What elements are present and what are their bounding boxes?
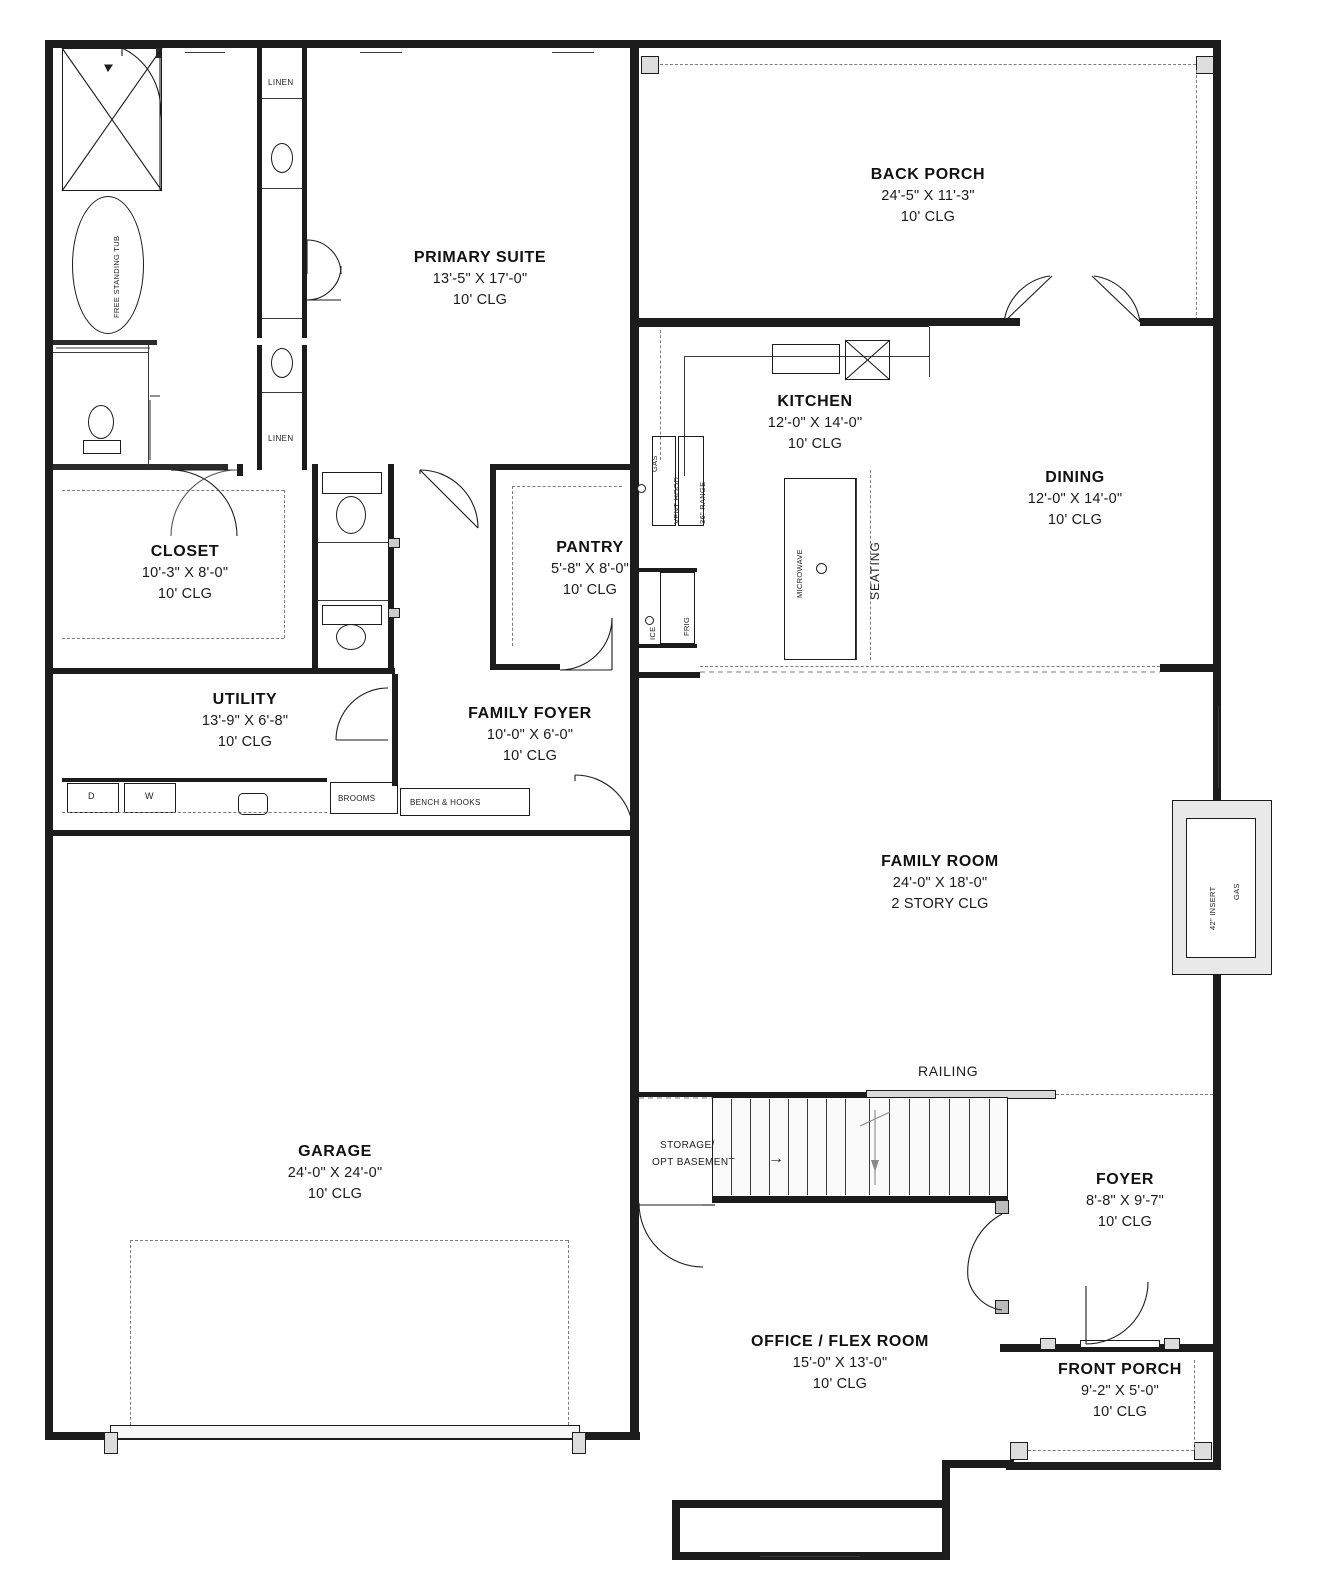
wall-bath-horizontal-1 (53, 340, 157, 345)
garage-apron-right (568, 1240, 569, 1430)
pantry-shelf-top (512, 486, 622, 487)
wall-closet-right (237, 464, 243, 476)
wall-exterior-top-right (635, 40, 1221, 48)
porch-eave-dash-right (1196, 70, 1197, 320)
gas-label: GAS (650, 455, 659, 472)
stair-tread-7 (845, 1099, 846, 1195)
wall-linen-right (302, 48, 307, 338)
wall-linen-right-lower (302, 345, 307, 470)
room-kitchen: KITCHEN 12'-0" X 14'-0" 10' CLG (767, 393, 863, 453)
bath-wall-line (148, 345, 149, 465)
wall-kitchen-frig-top (637, 568, 697, 572)
vanity-line (53, 352, 148, 353)
front-porch-eave-v (1194, 1360, 1195, 1450)
room-garage: GARAGE 24'-0" X 24'-0" 10' CLG (287, 1143, 383, 1203)
island-sink-marker (816, 563, 827, 574)
garage-door-jamb-right (572, 1432, 586, 1454)
stair-tread-13 (969, 1099, 970, 1195)
stair-tread-4 (788, 1099, 789, 1195)
porch-column-topleft (641, 56, 659, 74)
room-foyer: FOYER 8'-8" X 9'-7" 10' CLG (1085, 1171, 1165, 1231)
stair-tread-14 (989, 1099, 990, 1195)
range-label: 36" RANGE (698, 481, 707, 524)
stair-tread-1 (731, 1099, 732, 1195)
foyer-door-jamb-2 (995, 1300, 1009, 1314)
counter-utility-dash (62, 812, 327, 813)
ice-marker (645, 616, 654, 625)
front-porch-eave (1028, 1450, 1194, 1451)
closet-shelf-top (62, 490, 284, 491)
storage-label-line1: STORAGE/ (660, 1140, 715, 1151)
shower-enclosure (62, 48, 162, 191)
closet-shelf-bottom (62, 638, 284, 639)
powder-line-1 (318, 542, 388, 543)
wall-exterior-bottom-office (672, 1500, 950, 1508)
wall-linen-left-lower (257, 345, 262, 470)
porch-column-front-left (1010, 1442, 1028, 1460)
wall-office-step-top (942, 1460, 1014, 1468)
wall-pantry-top (490, 464, 635, 470)
sink-powder-2 (336, 624, 366, 650)
linen-label-top: LINEN (268, 78, 294, 87)
wall-kitchen-frig-bottom (637, 644, 697, 648)
linen-shelf-4 (262, 392, 302, 393)
wall-mudroom-vert (392, 674, 398, 786)
toilet-primary (88, 405, 114, 439)
linen-shelf-1 (262, 98, 302, 99)
room-office-flex: OFFICE / FLEX ROOM 15'-0" X 13'-0" 10' CLG (751, 1333, 929, 1393)
stair-tread-3 (769, 1099, 770, 1195)
door-hardware-powder-2 (388, 608, 400, 618)
linen-label-bottom: LINEN (268, 434, 294, 443)
vent-hood-label: VENT HOOD (672, 476, 681, 524)
room-utility: UTILITY 13'-9" X 6'-8" 10' CLG (201, 691, 289, 751)
stair-run (712, 1097, 1008, 1197)
porch-column-front-right (1194, 1442, 1212, 1460)
linen-shelf-2 (262, 188, 302, 189)
stair-tread-12 (949, 1099, 950, 1195)
room-primary-suite: PRIMARY SUITE 13'-5" X 17'-0" 10' CLG (413, 249, 547, 309)
counter-utility (62, 778, 327, 782)
vanity-powder (322, 472, 382, 494)
railing-label: RAILING (918, 1063, 979, 1079)
sink-linen-upper (271, 143, 293, 173)
frig-label: FRIG (682, 616, 691, 636)
stair-tread-8 (869, 1099, 870, 1195)
door-hardware-powder (388, 538, 400, 548)
stair-tread-10 (909, 1099, 910, 1195)
seating-line (856, 478, 857, 660)
gas-marker (637, 484, 646, 493)
porch-column-topright (1196, 56, 1214, 74)
toilet-powder (336, 496, 366, 534)
front-door-sidelite-l (1040, 1338, 1056, 1350)
kitchen-dishwasher (845, 340, 890, 380)
room-front-porch: FRONT PORCH 9'-2" X 5'-0" 10' CLG (1058, 1361, 1182, 1421)
stair-tread-6 (826, 1099, 827, 1195)
wall-office-left (672, 1500, 680, 1560)
wall-kitchen-top (639, 322, 929, 327)
railing-dash-extension (1056, 1094, 1213, 1095)
window-top-left-1 (185, 52, 225, 53)
front-door (1080, 1340, 1160, 1348)
bench-hooks-label: BENCH & HOOKS (410, 798, 481, 807)
toilet-tank-primary (83, 440, 121, 454)
vanity-powder-2 (322, 605, 382, 625)
wall-exterior-left (45, 40, 53, 1440)
stair-bottom-wall (712, 1197, 1008, 1203)
wall-stair-left-lower (630, 1203, 639, 1440)
window-right-1 (1218, 706, 1219, 788)
room-back-porch: BACK PORCH 24'-5" X 11'-3" 10' CLG (870, 166, 986, 226)
room-family-room: FAMILY ROOM 24'-0" X 18'-0" 2 STORY CLG (881, 853, 999, 913)
wall-powder-left (312, 464, 318, 674)
window-top-left-2 (360, 52, 402, 53)
ice-label: ICE (648, 626, 657, 640)
garage-apron-top (130, 1240, 568, 1241)
fireplace-label: 42" INSERT (1208, 886, 1217, 930)
fireplace-gas-label: GAS (1232, 883, 1241, 900)
stair-tread-5 (807, 1099, 808, 1195)
wall-closet-bottom (45, 668, 395, 674)
front-door-sidelite-r (1164, 1338, 1180, 1350)
kitchen-soffit-dash (700, 666, 1160, 667)
powder-line-2 (318, 600, 388, 601)
wall-pantry-bottom (490, 664, 560, 670)
window-top-left-3 (552, 52, 594, 53)
garage-door-jamb-left (104, 1432, 118, 1454)
room-dining: DINING 12'-0" X 14'-0" 10' CLG (1027, 469, 1123, 529)
foyer-door-jamb (995, 1200, 1009, 1214)
office-window (760, 1556, 860, 1557)
garage-apron-left (130, 1240, 131, 1430)
kitchen-sink (772, 344, 840, 374)
microwave-label: MICROWAVE (795, 549, 804, 598)
brooms-label: BROOMS (338, 794, 376, 803)
kitchen-wall-vert-2 (929, 327, 930, 377)
room-closet: CLOSET 10'-3" X 8'-0" 10' CLG (141, 543, 229, 603)
sink-linen-lower (271, 348, 293, 378)
wall-right-upper-seg (1213, 700, 1221, 800)
free-standing-tub (72, 196, 144, 334)
wall-office-right (942, 1500, 950, 1560)
wall-exterior-top-left (45, 40, 635, 48)
porch-eave-dash-top (660, 64, 1196, 65)
dryer-label: D (88, 791, 95, 801)
stair-tread-9 (889, 1099, 890, 1195)
room-pantry: PANTRY 5'-8" X 8'-0" 10' CLG (550, 539, 630, 599)
wall-linen-left (257, 48, 262, 338)
utility-sink (238, 793, 268, 815)
linen-shelf-3 (262, 318, 302, 319)
wall-powder-right (388, 464, 394, 674)
wall-bath-vertical-1 (156, 48, 161, 58)
wall-kitchen-bottom (630, 672, 700, 678)
garage-door (110, 1425, 580, 1439)
washer-label: W (145, 791, 154, 801)
closet-shelf-right (284, 490, 285, 638)
storage-arrow: → (768, 1150, 785, 1167)
wall-utility-bottom (45, 830, 635, 836)
storage-label-line2: OPT BASEMENT (652, 1157, 735, 1168)
room-family-foyer: FAMILY FOYER 10'-0" X 6'-0" 10' CLG (468, 705, 592, 765)
seating-label: SEATING (868, 541, 882, 600)
wall-bath-horizontal-2 (53, 464, 228, 470)
free-standing-tub-label: FREE STANDING TUB (112, 235, 121, 318)
beam-dining-bottom (1160, 664, 1221, 672)
stair-tread-2 (750, 1099, 751, 1195)
wall-front-porch-bottom (1006, 1462, 1221, 1470)
wall-rear-house-right (1140, 318, 1221, 326)
stair-tread-11 (929, 1099, 930, 1195)
fireplace-firebox (1186, 818, 1256, 958)
wall-pantry-left (490, 464, 496, 670)
